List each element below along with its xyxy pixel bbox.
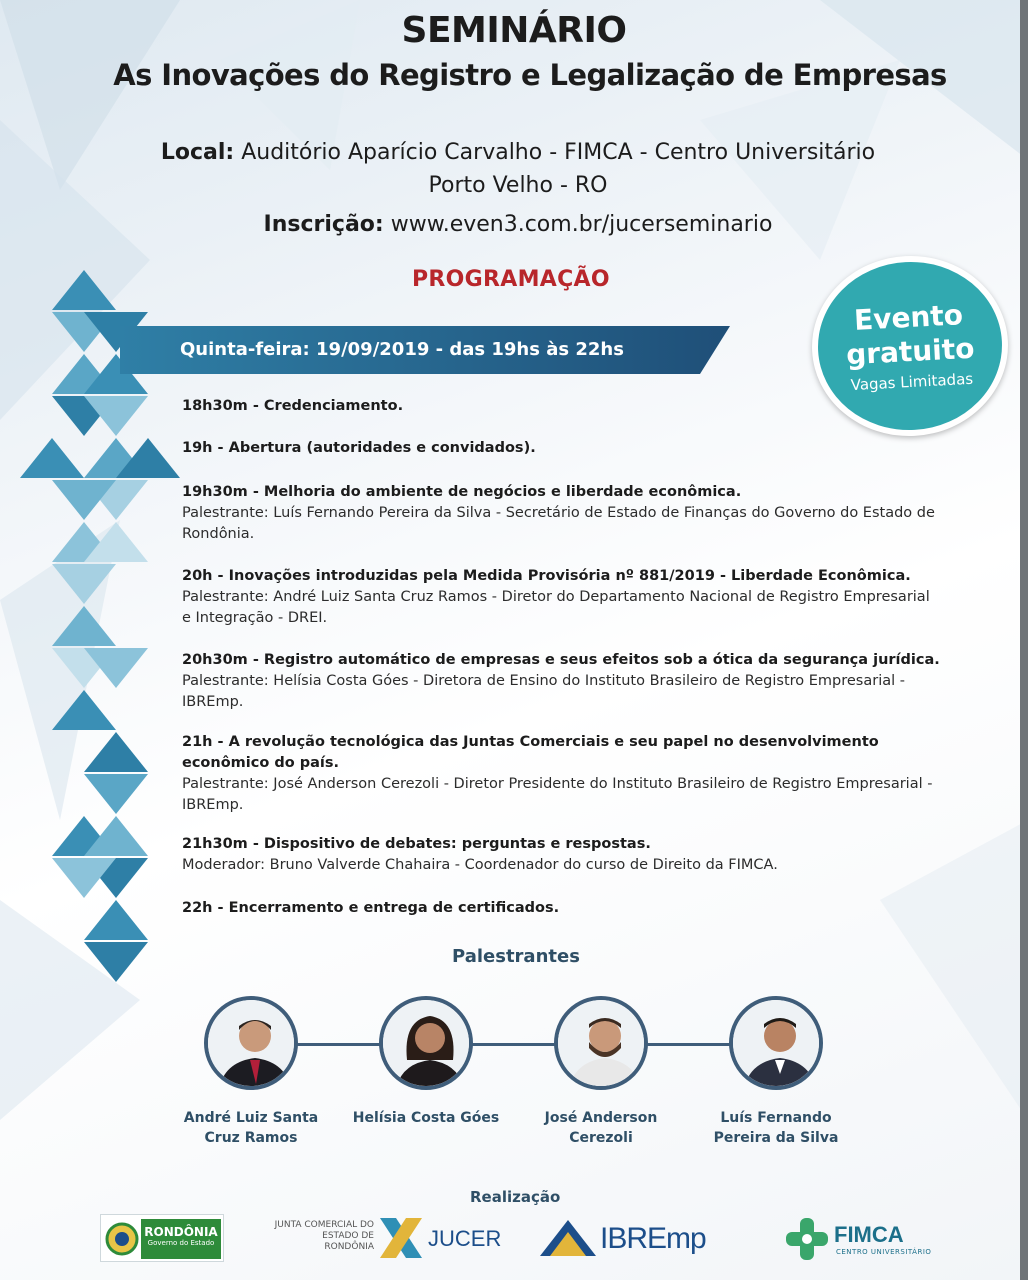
speaker-name-line1: José Anderson bbox=[544, 1110, 658, 1126]
schedule-item-speaker: Palestrante: Helísia Costa Góes - Diretora de Ensino do Instituto Brasileiro de Registro Empresarial - IBREmp. bbox=[182, 673, 905, 710]
fimca-logo-subtext: CENTRO UNIVERSITÁRIO bbox=[836, 1248, 932, 1256]
page-subtitle: As Inovações do Registro e Legalização de Empresas bbox=[113, 58, 947, 92]
fimca-logo-text: FIMCA bbox=[834, 1222, 904, 1247]
person-avatar-icon bbox=[733, 1000, 823, 1090]
schedule-item-title: 20h - Inovações introduzidas pela Medida Provisória nº 881/2019 - Liberdade Econômica. bbox=[182, 568, 911, 584]
speaker-name bbox=[336, 1108, 516, 1128]
speaker-card bbox=[511, 996, 691, 1148]
city: Porto Velho - RO bbox=[428, 173, 608, 198]
schedule-item-title: 21h - A revolução tecnológica das Juntas Comerciais e seu papel no desenvolvimento econômico do país. bbox=[182, 734, 879, 771]
rondonia-logo-box bbox=[141, 1219, 221, 1259]
speaker-photo bbox=[554, 996, 648, 1090]
speaker-name-line2: Pereira da Silva bbox=[713, 1130, 839, 1146]
schedule-item-speaker: Palestrante: Luís Fernando Pereira da Silva - Secretário de Estado de Finanças do Governo do Estado de Rondônia. bbox=[182, 505, 935, 542]
speaker-name-line1: Helísia Costa Góes bbox=[352, 1110, 500, 1126]
inscricao-link[interactable]: www.even3.com.br/jucerseminario bbox=[390, 212, 773, 237]
badge-line2: gratuito bbox=[845, 331, 976, 372]
ibremp-logo-text: IBREmp bbox=[600, 1222, 706, 1255]
speaker-name-line2: Cerezoli bbox=[569, 1130, 633, 1146]
rondonia-logo bbox=[100, 1214, 224, 1262]
person-avatar-icon bbox=[208, 1000, 298, 1090]
speaker-photo bbox=[204, 996, 298, 1090]
schedule-item bbox=[182, 396, 942, 417]
event-location bbox=[0, 136, 1028, 202]
programacao-heading: PROGRAMAÇÃO bbox=[412, 267, 610, 292]
schedule-item-title: 20h30m - Registro automático de empresas e seus efeitos sob a ótica da segurança jurídica. bbox=[182, 652, 940, 668]
speaker-name-line1: Luís Fernando bbox=[720, 1110, 832, 1126]
schedule-item bbox=[182, 898, 942, 919]
schedule-item-title: 21h30m - Dispositivo de debates: perguntas e respostas. bbox=[182, 836, 651, 852]
jucer-logo-caption: JUNTA COMERCIAL DO ESTADO DE RONDÔNIA bbox=[274, 1220, 374, 1252]
speaker-card bbox=[686, 996, 866, 1148]
jucer-logo-mark bbox=[378, 1216, 424, 1264]
schedule-item bbox=[182, 482, 942, 545]
badge-line3: Vagas Limitadas bbox=[850, 369, 974, 395]
ibremp-triangle-icon bbox=[538, 1218, 598, 1258]
speakers-heading: Palestrantes bbox=[452, 946, 580, 967]
person-avatar-icon bbox=[558, 1000, 648, 1090]
local-value: Auditório Aparício Carvalho - FIMCA - Centro Universitário bbox=[241, 140, 876, 165]
speaker-photo bbox=[729, 996, 823, 1090]
fimca-logo-mark bbox=[784, 1216, 830, 1266]
inscricao-label: Inscrição: bbox=[263, 212, 384, 237]
schedule-item-title: 22h - Encerramento e entrega de certificados. bbox=[182, 900, 560, 916]
schedule-item-speaker: Palestrante: José Anderson Cerezoli - Diretor Presidente do Instituto Brasileiro de Registro Empresarial - IBREmp. bbox=[182, 776, 933, 813]
schedule-item bbox=[182, 732, 942, 816]
ibremp-logo-mark bbox=[538, 1218, 598, 1262]
schedule-item-speaker: Palestrante: André Luiz Santa Cruz Ramos - Diretor do Departamento Nacional de Registro Empresarial e Integração - DREI. bbox=[182, 589, 930, 626]
speaker-name-line1: André Luiz Santa bbox=[183, 1110, 319, 1126]
schedule-item bbox=[182, 438, 942, 459]
schedule-item bbox=[182, 566, 942, 629]
fimca-cross-icon bbox=[784, 1216, 830, 1262]
speaker-name bbox=[161, 1108, 341, 1148]
rondonia-logo-text: RONDÔNIA bbox=[144, 1225, 218, 1239]
state-seal-icon bbox=[105, 1221, 139, 1257]
rondonia-logo-subtext: Governo do Estado bbox=[147, 1239, 215, 1247]
jucer-x-icon bbox=[378, 1216, 424, 1260]
speaker-photo bbox=[379, 996, 473, 1090]
registration-info bbox=[0, 212, 1028, 237]
speaker-card bbox=[336, 996, 516, 1128]
speaker-name bbox=[511, 1108, 691, 1148]
date-banner-text: Quinta-feira: 19/09/2019 - das 19hs às 22hs bbox=[180, 339, 624, 360]
schedule-item bbox=[182, 650, 942, 713]
schedule-item bbox=[182, 834, 942, 876]
person-avatar-icon bbox=[383, 1000, 473, 1090]
page-title: SEMINÁRIO bbox=[401, 10, 627, 51]
organizers-heading: Realização bbox=[470, 1188, 561, 1206]
badge-line1: Evento bbox=[853, 298, 964, 337]
speaker-name bbox=[686, 1108, 866, 1148]
schedule-item-title: 18h30m - Credenciamento. bbox=[182, 398, 404, 414]
schedule-item-title: 19h30m - Melhoria do ambiente de negócios e liberdade econômica. bbox=[182, 484, 742, 500]
schedule-item-speaker: Moderador: Bruno Valverde Chahaira - Coordenador do curso de Direito da FIMCA. bbox=[182, 857, 778, 873]
speaker-name-line2: Cruz Ramos bbox=[204, 1130, 298, 1146]
schedule-item-title: 19h - Abertura (autoridades e convidados). bbox=[182, 440, 536, 456]
local-label: Local: bbox=[160, 140, 235, 165]
speaker-card bbox=[161, 996, 341, 1148]
jucer-logo-text: JUCER bbox=[428, 1226, 502, 1251]
